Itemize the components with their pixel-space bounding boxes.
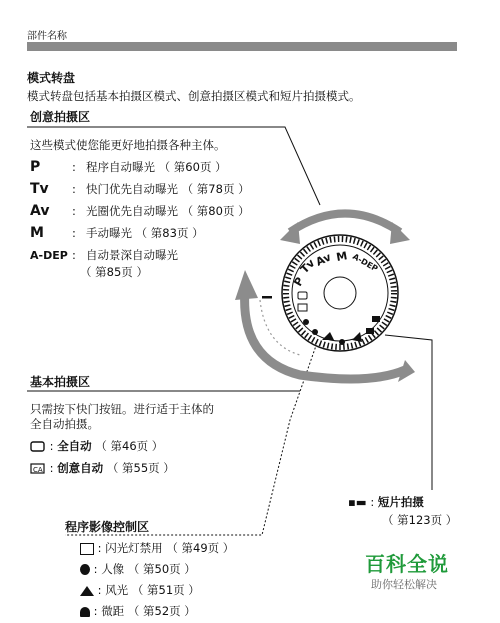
mode-key-p: P: [30, 159, 41, 175]
movie-mode: ▪▬ : 短片拍摄: [348, 495, 424, 509]
mode-key-adep: A-DEP: [30, 249, 68, 262]
creative-auto-name: 创意自动: [57, 461, 104, 475]
image-mode-flash-off: : 闪光灯禁用 （ 第49页 ）: [80, 540, 234, 556]
section-intro: 模式转盘包括基本拍摄区模式、创意拍摄区模式和短片拍摄模式。: [27, 89, 361, 103]
mode-row-av: Av : 光圈优先自动曝光 （ 第80页 ）: [30, 203, 250, 219]
creative-arc-arrow: [290, 214, 400, 233]
mode-text-adep: 自动景深自动曝光: [86, 248, 178, 262]
image-mode-macro: : 微距 （ 第52页 ）: [80, 603, 196, 619]
creative-zone-title: 创意拍摄区: [30, 110, 91, 124]
dial-label-adep: A-DEP: [351, 251, 380, 274]
dial-label-av: Av: [313, 250, 334, 269]
macro-icon: [80, 607, 90, 617]
mode-row-tv: Tv : 快门优先自动曝光 （ 第78页 ）: [30, 181, 250, 197]
basic-arrow-head-top: [235, 270, 258, 300]
mode-key-m: M: [30, 225, 44, 241]
portrait-icon: [80, 564, 90, 575]
landscape-text: 风光 （ 第51页 ）: [105, 583, 200, 597]
mode-text-av: 光圈优先自动曝光 （ 第80页 ）: [86, 204, 250, 218]
image-mode-portrait: : 人像 （ 第50页 ）: [80, 561, 196, 577]
movie-page: （ 第123页 ）: [382, 513, 458, 527]
image-mode-landscape: : 风光 （ 第51页 ）: [80, 582, 200, 598]
creative-auto-page: （ 第55页 ）: [106, 461, 175, 475]
watermark-title: 百科全说: [365, 552, 449, 576]
full-auto-icon: [30, 441, 46, 453]
flash-off-icon: [80, 543, 94, 555]
mode-key-av: Av: [30, 203, 50, 219]
creative-arrow-head-left: [280, 222, 300, 244]
mode-text-m: 手动曝光 （ 第83页 ）: [86, 226, 204, 240]
basic-zone-title: 基本拍摄区: [30, 375, 91, 389]
dial-night-icon: [366, 328, 374, 334]
dial-portrait-icon: [312, 329, 318, 335]
svg-text:CA: CA: [33, 465, 43, 474]
mode-text-tv: 快门优先自动曝光 （ 第78页 ）: [86, 182, 250, 196]
image-zone-title: 程序影像控制区: [65, 520, 150, 534]
dial-macro-icon: [339, 339, 345, 345]
dial-label-tv: Tv: [297, 256, 318, 277]
full-auto-page: （ 第46页 ）: [95, 439, 164, 453]
basic-zone-description-1: 只需按下快门按钮。进行适于主体的: [30, 402, 214, 416]
mode-row-p: P : 程序自动曝光 （ 第60页 ）: [30, 159, 227, 175]
watermark-subtitle: 助你轻松解决: [371, 578, 437, 591]
landscape-icon: [80, 586, 94, 596]
mode-text-adep-page: （ 第85页 ）: [80, 265, 148, 279]
mode-text-p: 程序自动曝光 （ 第60页 ）: [86, 160, 227, 174]
portrait-text: 人像 （ 第50页 ）: [101, 562, 196, 576]
mode-row-m: M : 手动曝光 （ 第83页 ）: [30, 225, 204, 241]
basic-zone-description-2: 全自动拍摄。: [30, 417, 99, 431]
basic-mode-creative-auto: CA : 创意自动 （ 第55页 ）: [30, 460, 175, 476]
basic-mode-full-auto: : 全自动 （ 第46页 ）: [30, 438, 163, 454]
creative-arrow-head-right: [390, 222, 410, 244]
mode-row-adep: A-DEP : 自动景深自动曝光: [30, 248, 178, 262]
movie-leader-line: [385, 335, 432, 490]
mode-key-tv: Tv: [30, 181, 49, 197]
ca-icon: [30, 463, 46, 475]
header-label: 部件名称: [27, 31, 67, 42]
section-title: 模式转盘: [27, 71, 76, 85]
movie-title: 短片拍摄: [377, 495, 424, 509]
creative-zone-description: 这些模式使您能更好地拍摄各种主体。: [30, 138, 226, 152]
dial-movie-icon: [372, 316, 380, 322]
dial-flash-off-icon: [303, 319, 309, 325]
flash-off-text: 闪光灯禁用 （ 第49页 ）: [105, 541, 235, 555]
dial-label-m: M: [335, 249, 349, 264]
macro-text: 微距 （ 第52页 ）: [101, 604, 196, 618]
dial-label-p: P: [291, 275, 307, 289]
full-auto-name: 全自动: [57, 439, 92, 453]
dial-index-mark: [262, 296, 272, 299]
movie-icon: ▪▬: [348, 495, 367, 509]
dial-center: [324, 277, 356, 309]
